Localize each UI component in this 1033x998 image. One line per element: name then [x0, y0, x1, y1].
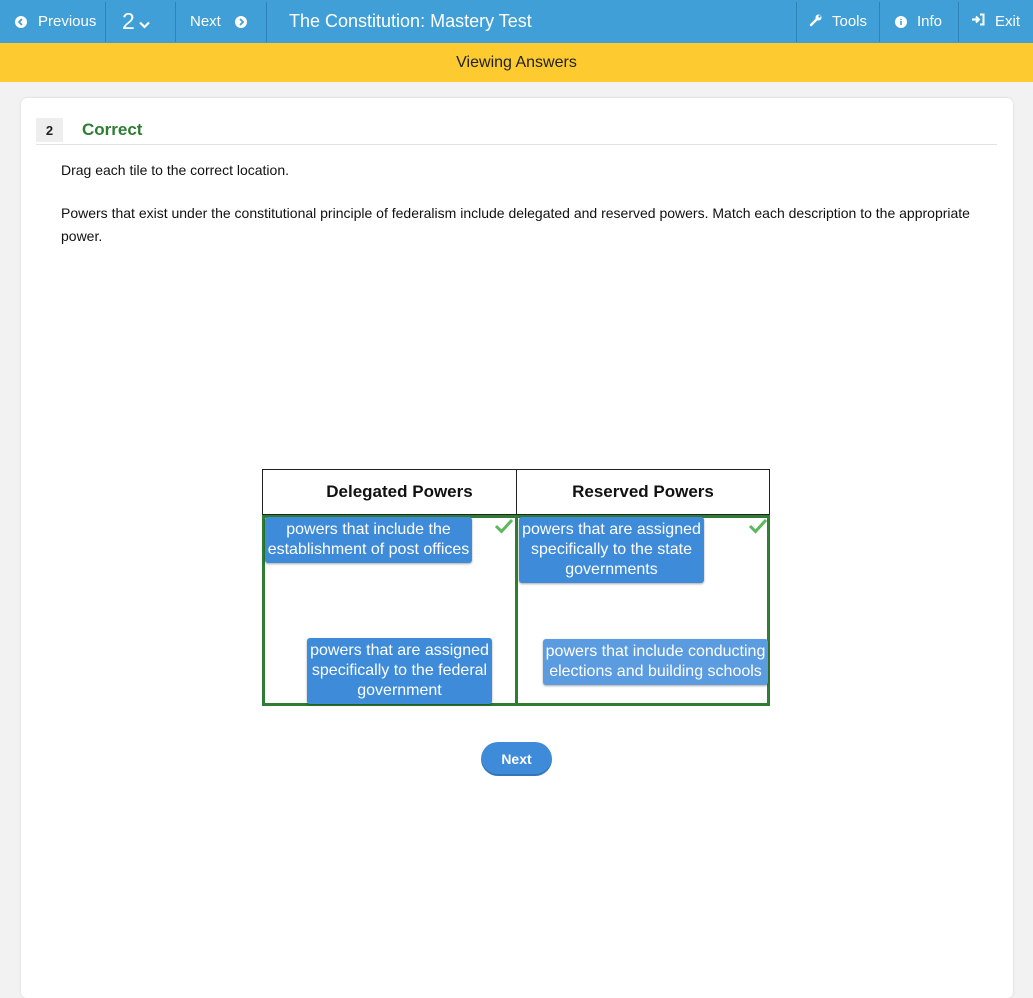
question-prompt: Powers that exist under the constitutional principle of federalism include delegated and reserved powers. Match each description to the appropriate power.: [61, 205, 970, 244]
next-toolbar-button[interactable]: [178, 0, 266, 43]
tools-label: Tools: [832, 13, 868, 30]
info-label: Info: [917, 13, 943, 30]
test-title: The Constitution: Mastery Test: [289, 11, 532, 31]
banner-text: Viewing Answers: [456, 53, 577, 71]
question-status: Correct: [82, 120, 143, 139]
question-selector-dropdown[interactable]: [108, 0, 174, 43]
column-header-reserved: Reserved Powers: [516, 469, 770, 515]
wrench-icon: [809, 13, 823, 31]
sign-out-icon: [971, 13, 985, 30]
column-header-delegated: Delegated Powers: [262, 469, 517, 515]
arrow-right-circle-icon: [235, 16, 247, 28]
tile-elections-schools[interactable]: powers that include conducting elections and building schools: [543, 639, 768, 685]
question-number-display: 2: [122, 8, 135, 34]
matching-table: [262, 469, 770, 706]
tile-federal-government[interactable]: powers that are assigned specifically to the federal government: [307, 638, 492, 704]
chevron-down-icon: [139, 16, 150, 33]
question-instruction: Drag each tile to the correct location.: [61, 162, 290, 178]
divider: [36, 144, 997, 145]
tools-button[interactable]: [797, 0, 879, 43]
exit-button[interactable]: [961, 0, 1033, 43]
previous-button[interactable]: [0, 0, 105, 43]
next-question-button[interactable]: Next: [481, 742, 552, 776]
question-number-badge: 2: [36, 118, 63, 142]
tile-state-governments[interactable]: powers that are assigned specifically to the state governments: [519, 517, 704, 583]
info-icon: [895, 16, 907, 28]
checkmark-icon: [494, 518, 514, 539]
tile-post-offices[interactable]: powers that include the establishment of post offices: [265, 517, 472, 563]
exit-label: Exit: [995, 13, 1021, 30]
checkmark-icon: [748, 518, 768, 539]
next-label: Next: [190, 13, 221, 30]
top-toolbar: [0, 0, 1033, 43]
viewing-answers-banner: [0, 43, 1033, 82]
info-button[interactable]: [882, 0, 958, 43]
previous-label: Previous: [38, 13, 97, 30]
arrow-left-circle-icon: [15, 16, 27, 28]
